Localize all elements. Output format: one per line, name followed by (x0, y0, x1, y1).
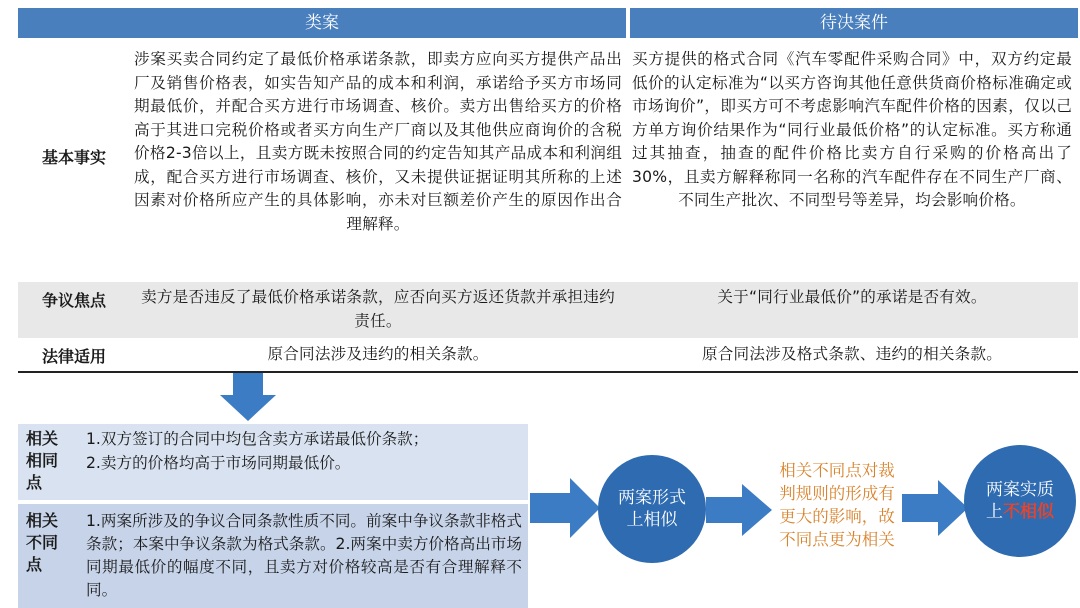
header-similar-case: 类案 (18, 8, 626, 38)
basic-facts-similar-case: 涉案买卖合同约定了最低价格承诺条款，即卖方应向买方提供产品出厂及销售价格表，如实告知产品的成本和利润，承诺给予买方市场同期最低价，并配合买方进行市场调查、核价。卖方出售给买方的价格高于其进口完税价格或者买方向生产厂商以及其他供应商询价的含税价格2-3倍以上，且卖方既未按照合同的约定告知其产品成本和利润组成，配合买方进行市场调查、核价，又未提供证据证明其所称的上述因素对价格所应产生的具体影响，亦未对巨额差价产生的原因作出合理解释。 (134, 50, 622, 233)
row-label-basic-facts: 基本事实 (41, 147, 106, 167)
row-label-dispute-focus: 争议焦点 (41, 290, 106, 310)
flow-circle-formally-similar-text: 两案形式上相似 (618, 488, 686, 530)
dispute-focus-pending-case: 关于“同行业最低价”的承诺是否有效。 (717, 288, 987, 306)
flow-circle-substantively-dissimilar-text (986, 479, 1054, 523)
similarity-item-1: 1.双方签订的合同中均包含卖方承诺最低价条款； (86, 430, 429, 448)
differences-text: 1.两案所涉及的争议合同条款性质不同。前案中争议条款非格式条款；本案中争议条款为格式条款。2.两案中卖方价格高出市场同期最低价的幅度不同，且卖方对价格较高是否有合理解释不同。 (86, 512, 522, 599)
flow-middle-text: 相关不同点对裁判规则的形成有更大的影响，故不同点更为相关 (779, 461, 895, 549)
down-arrow-icon (220, 373, 276, 421)
flow-circle-formally-similar (598, 455, 706, 563)
row-label-law-application: 法律适用 (41, 346, 106, 366)
flow-circle-prefix: 两案实质上 (986, 480, 1054, 522)
flow-circle-highlight: 不相似 (1003, 502, 1054, 522)
law-application-pending-case: 原合同法涉及格式条款、违约的相关条款。 (701, 345, 1003, 363)
law-application-similar-case: 原合同法涉及违约的相关条款。 (267, 345, 489, 363)
similarity-item-2: 2.卖方的价格均高于市场同期最低价。 (86, 454, 351, 472)
basic-facts-pending-case: 买方提供的格式合同《汽车零配件采购合同》中，双方约定最低价的认定标准为“以买方咨询其他任意供货商价格标准确定或市场询价”，即买方可不考虑影响汽车配件价格的因素，仅以己方单方询价结果作为“同行业最低价格”的认定标准。买方称通过其抽查，抽查的配件价格比卖方自行采购的价格高出了30%，且卖方解释称同一名称的汽车配件存在不同生产厂商、不同生产批次、不同型号等差异，均会影响价格。 (632, 50, 1072, 209)
flow-circle-substantively-dissimilar (964, 445, 1076, 557)
right-arrow-3-icon (902, 480, 968, 536)
similarities-label: 相关相同点 (26, 429, 59, 492)
right-arrow-1-icon (530, 478, 600, 538)
differences-label: 相关不同点 (26, 511, 59, 574)
table-bottom-rule (18, 371, 1078, 373)
header-pending-case: 待决案件 (630, 8, 1078, 38)
right-arrow-2-icon (706, 484, 772, 536)
dispute-focus-similar-case: 卖方是否违反了最低价格承诺条款，应否向买方返还货款并承担违约责任。 (141, 288, 615, 330)
